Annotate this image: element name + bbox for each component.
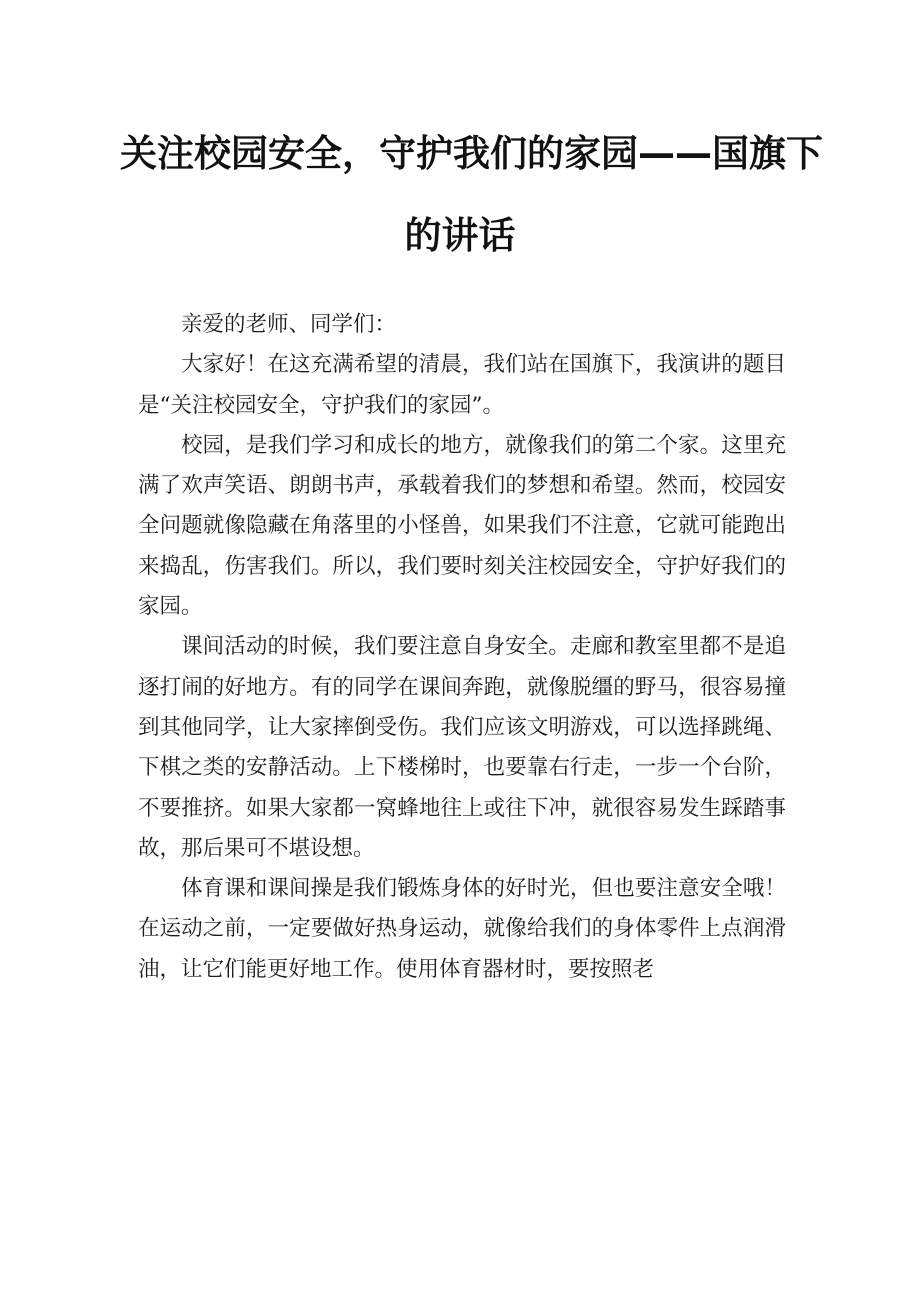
paragraph-recess: 课间活动的时候，我们要注意自身安全。走廊和教室里都不是追逐打闹的好地方。有的同学在课间奔跑，就像脱缰的野马，很容易撞到其他同学，让大家摔倒受伤。我们应该文明游戏，可以选择跳绳、下棋之类的安静活动。上下楼梯时，也要靠右行走，一步一个台阶，不要推挤。如果大家都一窝蜂地往上或往下冲，就很容易发生踩踏事故，那后果可不堪设想。 xyxy=(138,634,786,861)
paragraph-greeting: 大家好！在这充满希望的清晨，我们站在国旗下，我演讲的题目是“关注校园安全，守护我们的家园”。 xyxy=(138,352,786,418)
salutation: 亲爱的老师、同学们： xyxy=(181,312,397,337)
document-body xyxy=(138,305,786,990)
document-title-line-2: 的讲话 xyxy=(404,214,516,257)
paragraph-campus: 校园，是我们学习和成长的地方，就像我们的第二个家。这里充满了欢声笑语、朗朗书声，承载着我们的梦想和希望。然而，校园安全问题就像隐藏在角落里的小怪兽，如果我们不注意，它就可能跑出来捣乱，伤害我们。所以，我们要时刻关注校园安全，守护好我们的家园。 xyxy=(138,432,786,620)
document-title-line-1: 关注校园安全，守护我们的家园——国旗下 xyxy=(120,132,823,175)
paragraph-pe-class: 体育课和课间操是我们锻炼身体的好时光，但也要注意安全哦！在运动之前，一定要做好热身运动，就像给我们的身体零件上点润滑油，让它们能更好地工作。使用体育器材时，要按照老 xyxy=(138,876,786,982)
